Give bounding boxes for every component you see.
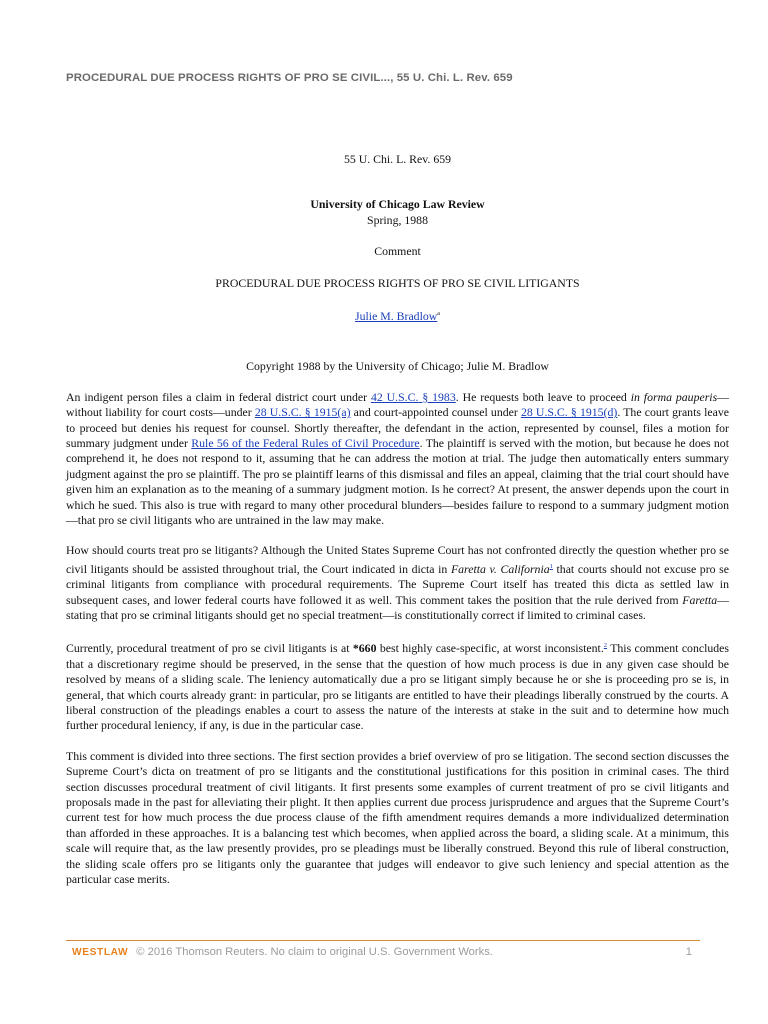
- footnote-2-link[interactable]: 2: [603, 642, 608, 650]
- journal-name: University of Chicago Law Review: [310, 197, 485, 212]
- paragraph-4: This comment is divided into three sections. The first section provides a brief overview of pro se litigation. The second section discusses the Supreme Court’s dicta on treatment of pro se litigants and the constitutional justifications for this position in criminal cases. The third section discusses procedural treatment of civil litigants. It first presents some examples of current treatment of pro se civil litigants and proposals made in the past for alleviating their plight. It then applies current due process jurisprudence and argues that the Supreme Court’s current test for how much process the due process clause of the fifth amendment requires demands a more individualized determination than afforded in these approaches. It is a balancing test which becomes, when applied across the board, a sliding scale. At a minimum, this scale will require that, as the law presently provides, pro se pleadings must be liberally construed. Beyond this rule of liberal construction, the sliding scale offers pro se litigants only the guarantee that judges will endeavor to give such leniency and special attention as the particular case merits.: [66, 748, 729, 886]
- text: —without liability for court costs—under: [66, 389, 729, 420]
- text: . The plaintiff is served with the motion, but because he does not comprehend it, he does not respond to it, assuming that he can address the motion at trial. The judge then automatically enters summary judgment against the pro se plaintiff. The pro se plaintiff learns of this dismissal and files an appeal, claiming that the trial court should have given him an explanation as to the meaning of a summary judgment motion. Is he correct? At present, the answer depends upon the court in which he sued. This also is true with regard to many other procedural blunders—besides failure to respond to a summary judgment motion—that pro se civil litigants who are untrained in the law may make.: [66, 435, 729, 528]
- statute-link-28-usc-1915d[interactable]: 28 U.S.C. § 1915(d): [520, 405, 618, 420]
- text: . The court grants leave to proceed but denies his request for counsel. Shortly thereafter, the defendant in the action, represented by counsel, files a motion for summary judgment under: [66, 405, 730, 450]
- text: best highly case-specific, at worst inconsistent.: [376, 641, 604, 656]
- case-name: Faretta: [682, 592, 718, 607]
- author-note-marker[interactable]: a: [437, 311, 440, 318]
- text: . He requests both leave to proceed: [455, 389, 631, 404]
- copyright-footer: © 2016 Thomson Reuters. No claim to original U.S. Government Works.: [136, 946, 493, 958]
- rule-link-frcp-56[interactable]: Rule 56 of the Federal Rules of Civil Procedure: [191, 435, 420, 450]
- document-body: [66, 152, 729, 902]
- article-title: PROCEDURAL DUE PROCESS RIGHTS OF PRO SE CIVIL LITIGANTS: [215, 275, 580, 290]
- author: [66, 307, 729, 324]
- text: —stating that pro se criminal litigants should get no special treatment—is constitutionally correct if limited to criminal cases.: [66, 592, 729, 622]
- section-type: Comment: [374, 244, 421, 259]
- case-name: Faretta v. California: [450, 561, 550, 576]
- statute-link-28-usc-1915a[interactable]: 28 U.S.C. § 1915(a): [254, 405, 351, 420]
- italic-text: in forma pauperis: [630, 389, 718, 404]
- text: This comment concludes that a discretionary regime should be preserved, in the sense that the question of how much process is due in any given case should be resolved by means of a sliding scale. The leniency automatically due a pro se litigant simply because he or she is proceeding pro se is, in general, that which courts already grant: in particular, pro se litigants are entitled to have their pleadings liberally construed by the courts. A liberal construction of the pleadings enables a court to assess the nature of the interests at stake in the suit and to determine how much further procedural leniency, if any, is due in the particular case.: [66, 641, 729, 733]
- paragraph-3: [66, 638, 729, 733]
- text: that courts should not excuse pro se criminal litigants from compliance with procedural requirements. The Supreme Court itself has treated this dicta as settled law in subsequent cases, and lower federal courts have followed it as well. This comment takes the position that the rule derived from: [66, 561, 729, 607]
- author-link[interactable]: Julie M. Bradlow: [355, 308, 438, 323]
- paragraph-1: [66, 390, 729, 529]
- westlaw-logo: WESTLAW: [72, 947, 129, 958]
- citation: 55 U. Chi. L. Rev. 659: [343, 152, 452, 166]
- statute-link-42-usc-1983[interactable]: 42 U.S.C. § 1983: [370, 389, 456, 404]
- page-marker: *660: [352, 641, 377, 656]
- footnote-1-link[interactable]: 1: [549, 562, 553, 570]
- copyright-notice: Copyright 1988 by the University of Chicago; Julie M. Bradlow: [246, 359, 549, 374]
- publication-season: Spring, 1988: [367, 212, 428, 227]
- text: How should courts treat pro se litigants? Although the United States Supreme Court has not confronted directly the question whether pro se civil litigants should be assisted throughout trial, the Court indicated in dicta in: [66, 543, 729, 576]
- text: An indigent person files a claim in federal district court under: [66, 389, 371, 404]
- running-header: PROCEDURAL DUE PROCESS RIGHTS OF PRO SE CIVIL..., 55 U. Chi. L. Rev. 659: [66, 72, 513, 84]
- paragraph-2: [66, 543, 729, 623]
- footer-divider: [66, 940, 700, 941]
- page-footer: [72, 946, 696, 958]
- text: and court-appointed counsel under: [350, 405, 521, 420]
- text: Currently, procedural treatment of pro se civil litigants is at: [66, 641, 353, 656]
- page-number: 1: [685, 946, 692, 958]
